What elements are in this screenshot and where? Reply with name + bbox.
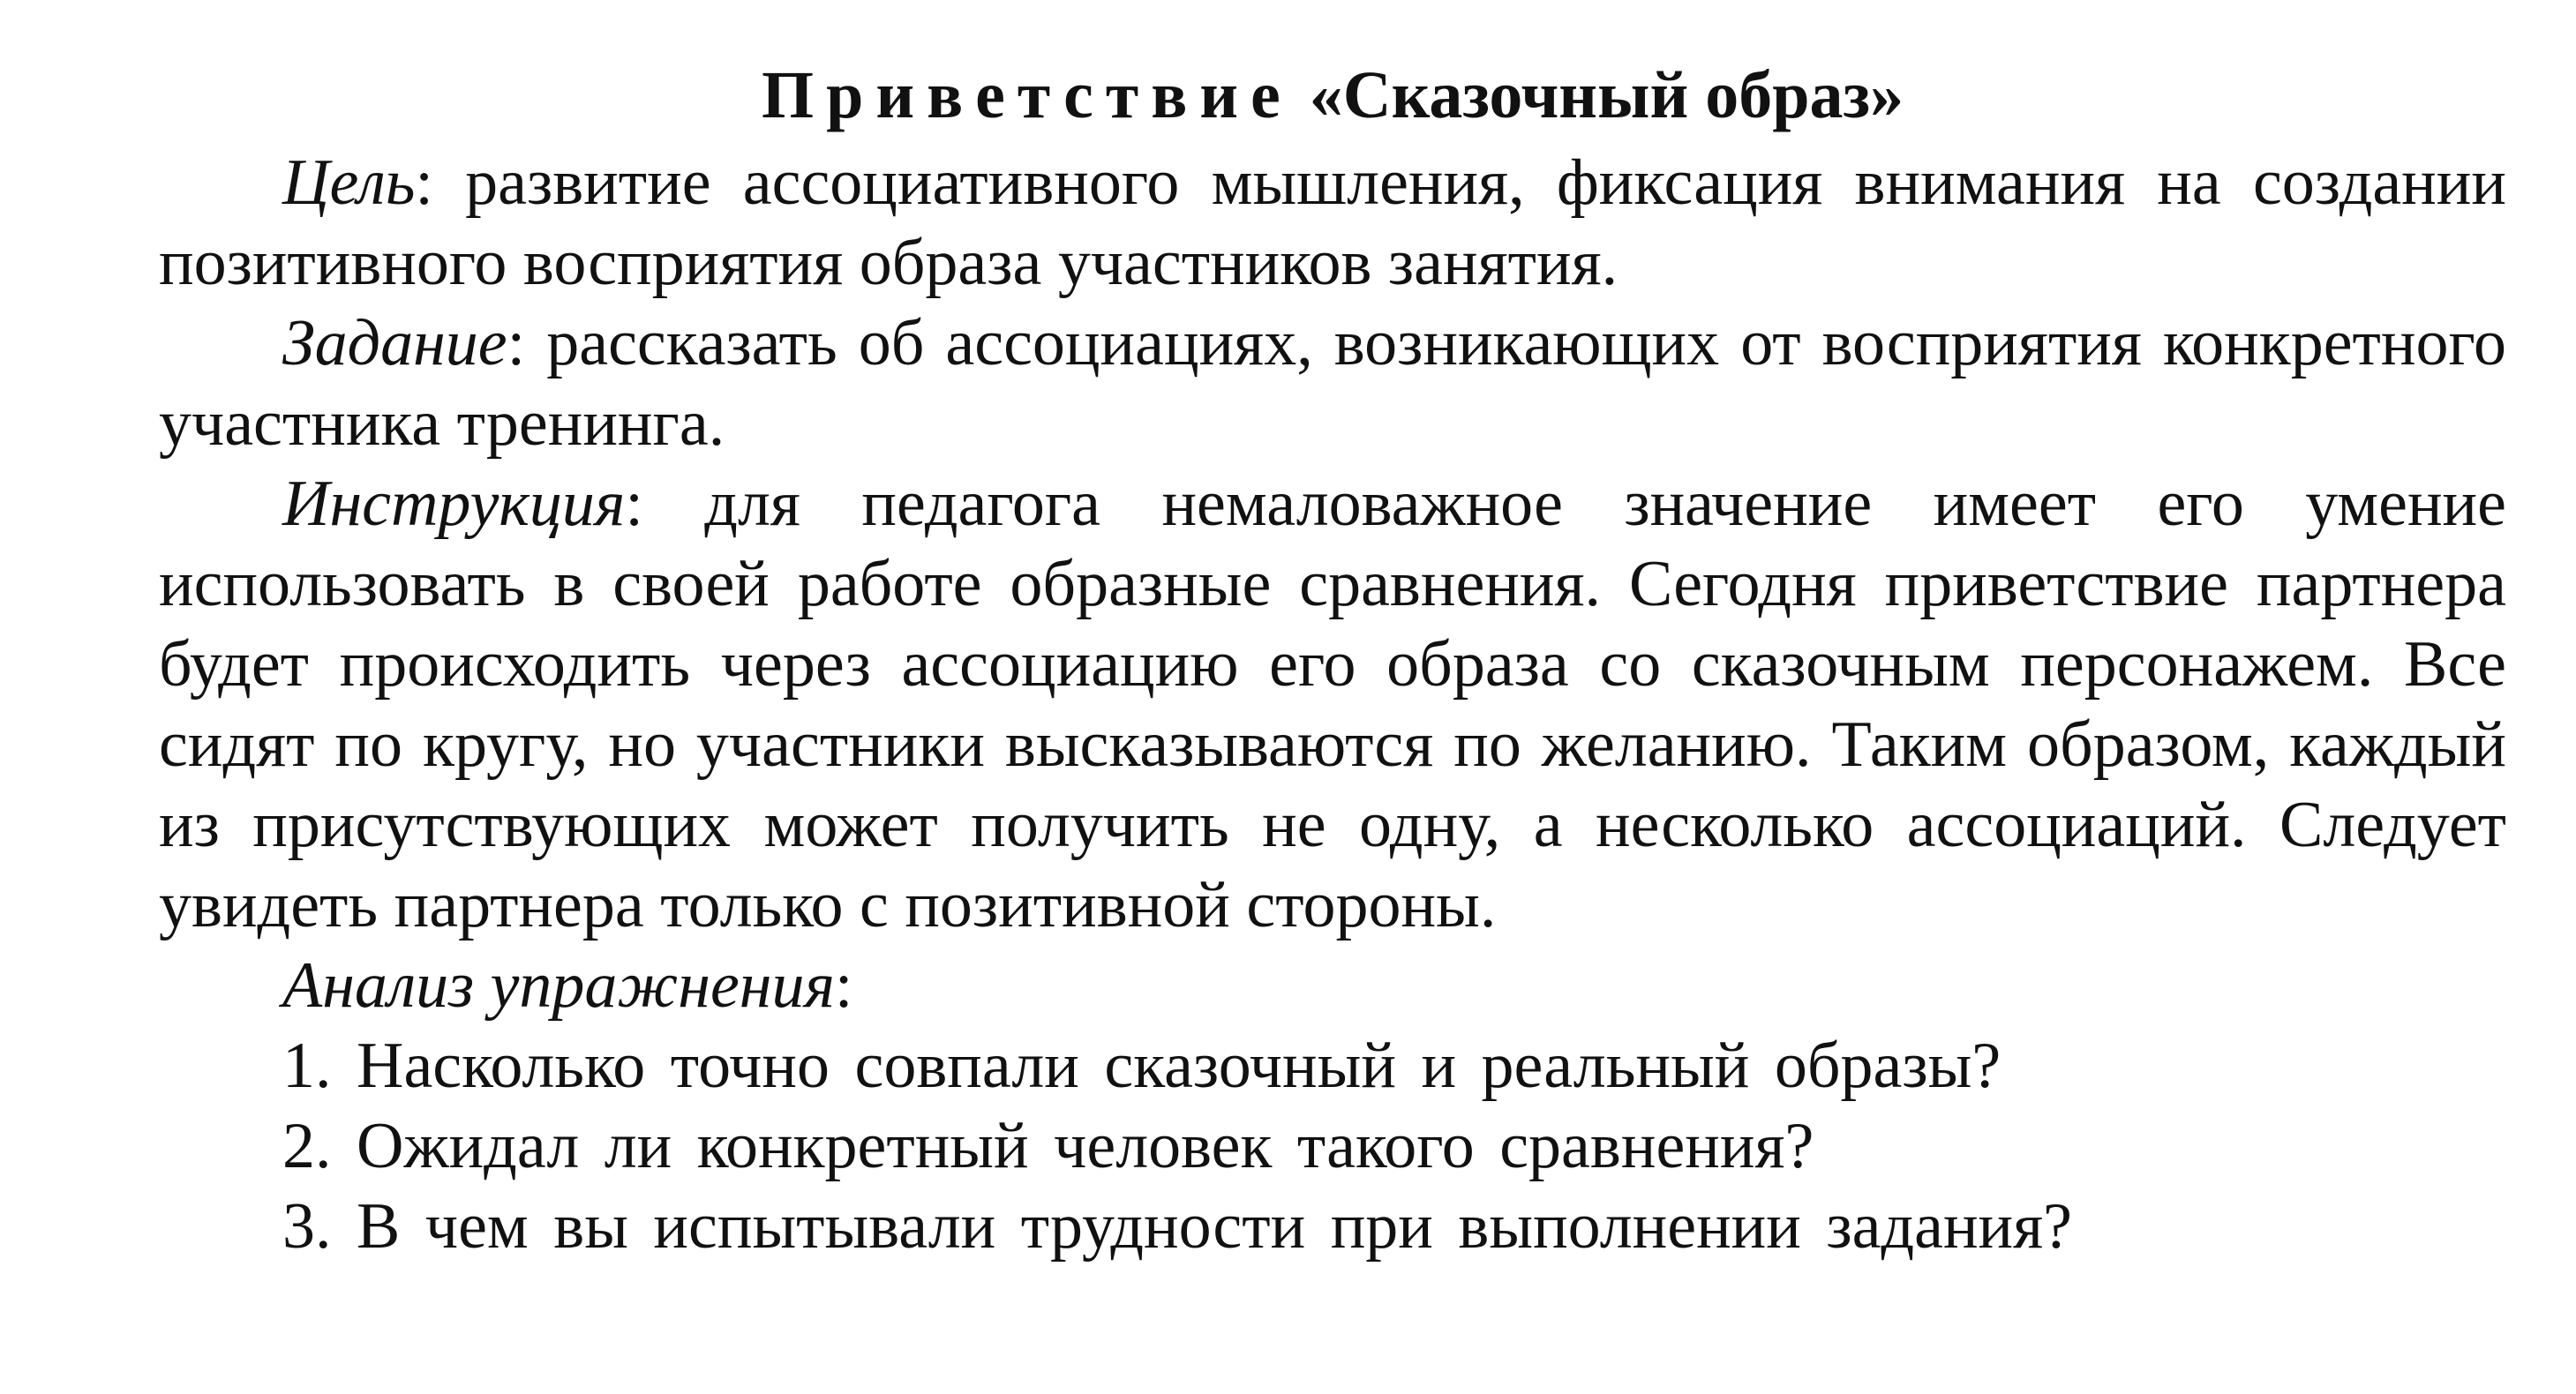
exercise-title <box>159 56 2506 134</box>
list-item: 1. Насколько точно совпали сказочный и реальный образы? <box>282 1030 2001 1102</box>
goal-paragraph <box>159 143 2506 304</box>
task-paragraph <box>159 304 2506 464</box>
task-label: Задание <box>282 307 507 379</box>
instruction-text: : для педагога немаловажное значение имеет его умение использовать в своей работе образные сравнения. Сегодня приветствие партнера будет происходить через ассоциацию его образа со сказочным персонажем. Все сидят по кругу, но участники высказываются по желанию. Таким образом, каждый из присутствующих может получить не одну, а несколько ассоциаций. Следует увидеть партнера только с позитивной стороны. <box>159 468 2506 941</box>
analysis-heading <box>159 946 2506 1026</box>
title-word-greeting: Приветствие <box>761 58 1293 132</box>
list-item: 3. В чем вы испытывали трудности при выполнении задания? <box>282 1190 2073 1263</box>
analysis-questions <box>159 1026 2506 1267</box>
goal-text: : развитие ассоциативного мышления, фиксация внимания на создании позитивного восприятия образа участников занятия. <box>159 146 2506 299</box>
analysis-label: Анализ упражнения <box>282 949 835 1022</box>
title-word-name: «Сказочный образ» <box>1309 58 1904 132</box>
instruction-label: Инструкция <box>282 468 626 540</box>
document-page <box>159 56 2506 1267</box>
analysis-colon: : <box>834 949 853 1022</box>
task-text: : рассказать об ассоциациях, возникающих от восприятия конкретного участника тренинга. <box>159 307 2506 460</box>
list-item: 2. Ожидал ли конкретный человек такого сравнения? <box>282 1110 1814 1182</box>
instruction-paragraph <box>159 464 2506 946</box>
goal-label: Цель <box>282 146 416 219</box>
